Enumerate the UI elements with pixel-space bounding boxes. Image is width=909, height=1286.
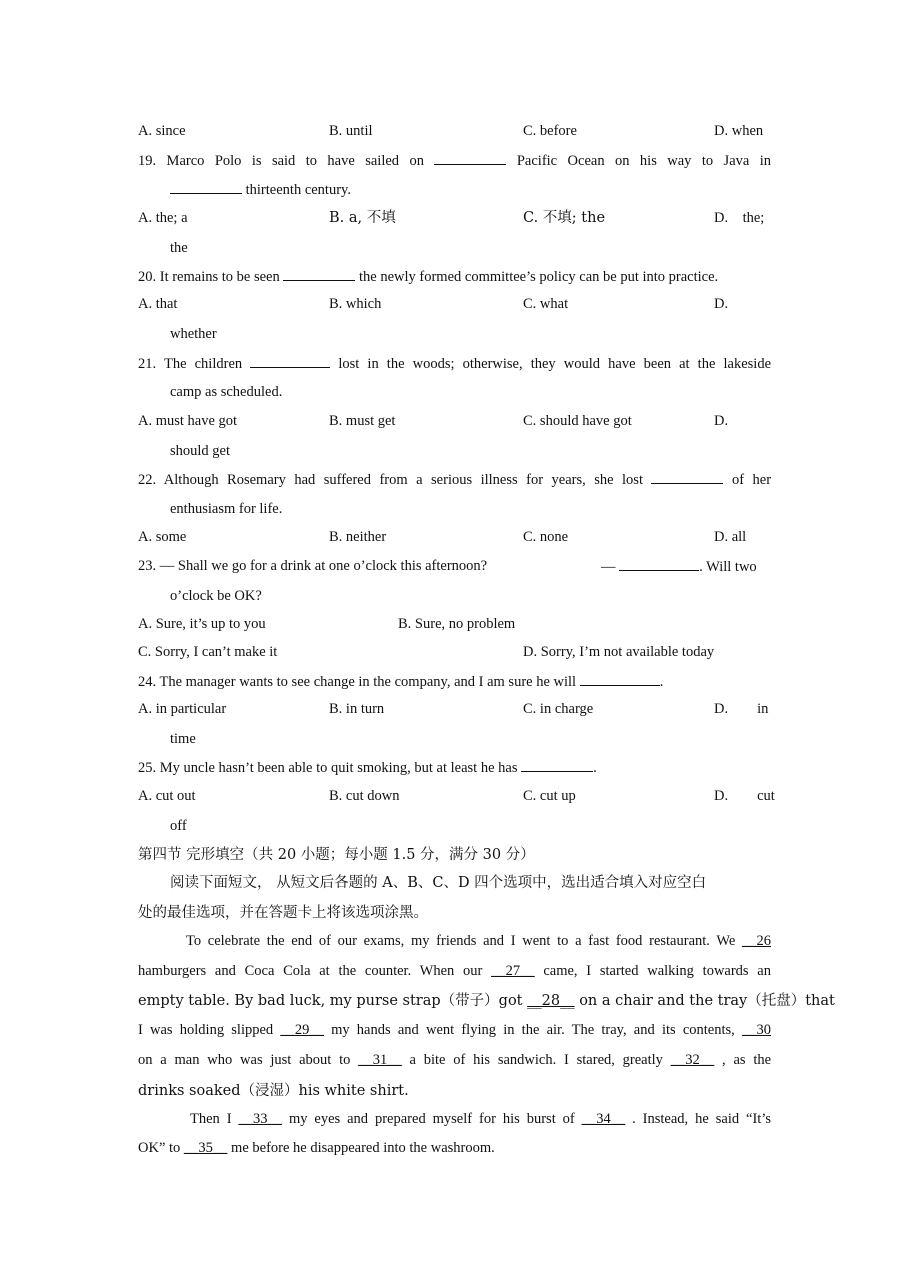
passage-line-3: empty table. By bad luck, my purse strap（带子）got __28__ on a chair and the tray（托盘）that [138, 993, 835, 1009]
passage-line-2: hamburgers and Coca Cola at the counter. When our __27__ came, I started walking towards an [138, 963, 771, 979]
q21-option-b: B. must get [329, 413, 396, 429]
answer-blank [250, 353, 330, 368]
blank-27: __27__ [491, 963, 535, 979]
q19-stem-cont: thirteenth century. [170, 179, 770, 200]
q25-option-c: C. cut up [523, 788, 576, 804]
blank-32: __32__ [670, 1052, 715, 1068]
q24-option-b: B. in turn [329, 701, 385, 717]
q22-option-c: C. none [523, 529, 569, 545]
q24-stem: 24. The manager wants to see change in the company, and I am sure he will . [138, 671, 663, 692]
q25-option-d: D. cut [714, 788, 775, 804]
passage-line-4: I was holding slipped __29__ my hands and went flying in the air. The tray, and its contents, __30 [138, 1022, 771, 1038]
q23-option-a: A. Sure, it’s up to you [138, 616, 266, 632]
q22-option-d: D. all [714, 529, 747, 545]
q24-option-a: A. in particular [138, 701, 227, 717]
q20-option-c: C. what [523, 296, 569, 312]
passage-line-1: To celebrate the end of our exams, my friends and I went to a fast food restaurant. We __26 [186, 933, 771, 949]
section-instructions: 阅读下面短文， 从短文后各题的 A、B、C、D 四个选项中，选出适合填入对应空白 [170, 875, 707, 891]
blank-34: __34__ [581, 1111, 626, 1127]
q19-option-c: C. 不填; the [523, 210, 606, 226]
q23-stem-cont: o’clock be OK? [170, 588, 262, 604]
q22-option-a: A. some [138, 529, 187, 545]
q24-option-d: D. in [714, 701, 769, 717]
q23-stem-reply: — . Will two [601, 556, 757, 577]
passage-line-6: drinks soaked（浸湿）his white shirt. [138, 1083, 409, 1099]
section-title: 第四节 完形填空（共 20 小题；每小题 1.5 分，满分 30 分） [138, 847, 535, 863]
q20-option-b: B. which [329, 296, 382, 312]
q21-option-a: A. must have got [138, 413, 238, 429]
q25-option-d-cont: off [170, 818, 187, 834]
q18-option-a: A. since [138, 123, 186, 139]
answer-blank [619, 556, 699, 571]
blank-33: __33__ [238, 1111, 282, 1127]
q25-option-b: B. cut down [329, 788, 400, 804]
q21-stem-cont: camp as scheduled. [170, 384, 283, 400]
passage-line-7: Then I __33__ my eyes and prepared myself for his burst of __34__ . Instead, he said “It’s [190, 1111, 771, 1127]
q21-option-c: C. should have got [523, 413, 632, 429]
q20-option-a: A. that [138, 296, 178, 312]
q23-option-c: C. Sorry, I can’t make it [138, 644, 278, 660]
q21-option-d-cont: should get [170, 443, 231, 459]
q20-stem: 20. It remains to be seen the newly formed committee’s policy can be put into practice. [138, 266, 771, 287]
q19-option-a: A. the; a [138, 210, 188, 226]
answer-blank [170, 179, 242, 194]
q19-option-d-cont: the [170, 240, 188, 256]
q18-option-d: D. when [714, 123, 764, 139]
q19-option-d: D. the; [714, 210, 765, 226]
answer-blank [580, 671, 660, 686]
q22-stem-cont: enthusiasm for life. [170, 501, 283, 517]
q20-option-d-cont: whether [170, 326, 217, 342]
q21-option-d: D. [714, 413, 729, 429]
q24-option-c: C. in charge [523, 701, 594, 717]
q18-option-b: B. until [329, 123, 373, 139]
blank-29: __29__ [280, 1022, 324, 1038]
blank-26: __26 [742, 933, 771, 949]
q19-stem: 19. Marco Polo is said to have sailed on Pacific Ocean on his way to Java in [138, 150, 771, 171]
q18-option-c: C. before [523, 123, 577, 139]
passage-line-5: on a man who was just about to __31__ a bite of his sandwich. I stared, greatly __32__ , as the [138, 1052, 772, 1068]
q19-option-b: B. a, 不填 [329, 210, 396, 226]
answer-blank [283, 266, 355, 281]
q22-option-b: B. neither [329, 529, 387, 545]
blank-28: __28__ [527, 993, 575, 1009]
q24-option-d-cont: time [170, 731, 196, 747]
q20-option-d: D. [714, 296, 729, 312]
answer-blank [651, 469, 723, 484]
q23-option-b: B. Sure, no problem [398, 616, 516, 632]
q23-option-d: D. Sorry, I’m not available today [523, 644, 715, 660]
blank-30: __30 [742, 1022, 771, 1038]
section-instructions-cont: 处的最佳选项，并在答题卡上将该选项涂黑。 [138, 905, 428, 921]
blank-31: __31__ [358, 1052, 402, 1068]
passage-line-8: OK” to __35__ me before he disappeared into the washroom. [138, 1140, 495, 1156]
q25-stem: 25. My uncle hasn’t been able to quit smoking, but at least he has . [138, 757, 597, 778]
q25-option-a: A. cut out [138, 788, 196, 804]
answer-blank [521, 757, 593, 772]
answer-blank [434, 150, 506, 165]
q23-stem-question: 23. — Shall we go for a drink at one o’clock this afternoon? [138, 558, 488, 574]
q22-stem: 22. Although Rosemary had suffered from a serious illness for years, she lost of her [138, 469, 771, 490]
blank-35: __35__ [183, 1140, 228, 1156]
q21-stem: 21. The children lost in the woods; otherwise, they would have been at the lakeside [138, 353, 771, 374]
